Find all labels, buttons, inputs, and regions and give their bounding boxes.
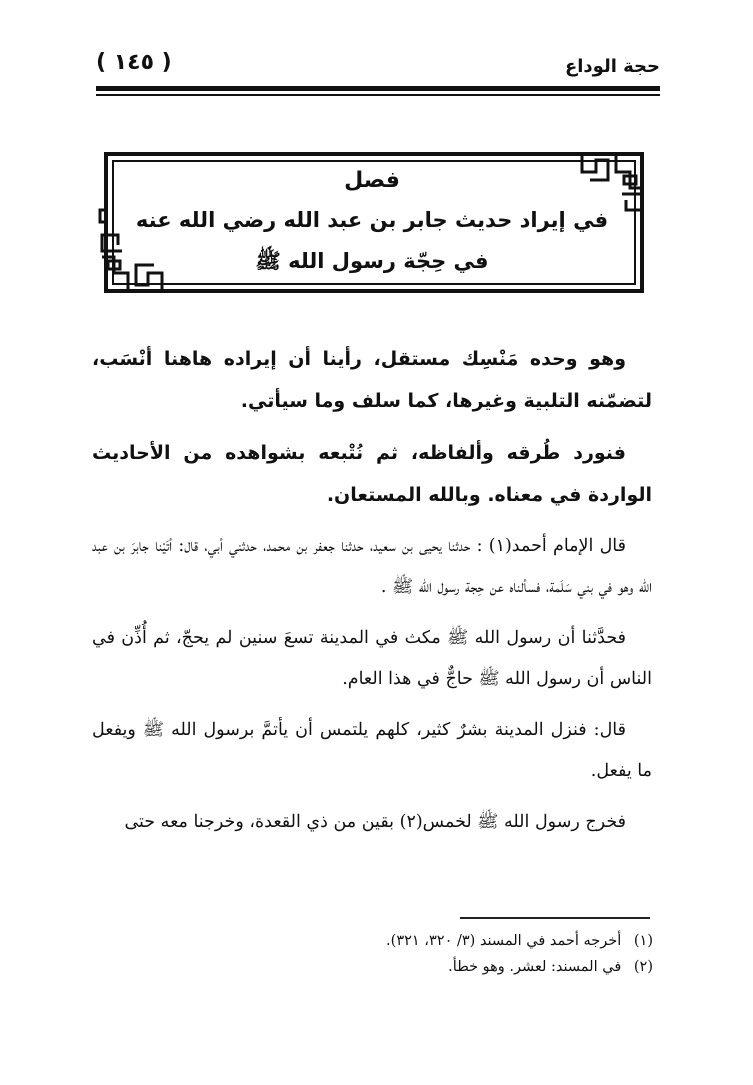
paragraph: قال: فنزل المدينة بشرٌ كثير، كلهم يلتمس أن يأتمَّ برسول الله ﷺ ويفعل ما يفعل. [92,720,652,781]
footnote [233,928,653,954]
header-rule-thin [96,94,660,96]
footnote-separator [460,917,650,919]
paragraph: قال الإمام أحمد(١) : حدثنا يحيى بن سعيد، حدثنا جعفر بن محمد، حدثني أبي، قال: أتَيْنا جابرَ بن عبد الله وهو في بني سَلَمة، فسألناه عن حِجة رسول الله ﷺ . [92,536,652,597]
book-title: حجة الوداع [564,56,660,77]
footnote-number: (١) [633,933,653,949]
paragraph: وهو وحده مَنْسِك مستقل، رأينا أن إيراده هاهنا أنْسَب، لتضمّنه التلبية وغيرها، كما سلف وما سيأتي. [92,348,652,412]
header-rule-thick [96,86,660,91]
chapter-subtitle-line-1: في إيراد حديث جابر بن عبد الله رضي الله عنه [135,208,609,232]
body-text [92,338,652,853]
chapter-subtitle-line-2: في حِجّة رسول الله ﷺ [255,249,489,273]
footnote [233,954,653,980]
paragraph: فنورد طُرقه وألفاظه، ثم نُتْبعه بشواهده من الأحاديث الواردة في معناه. وبالله المستعان. [92,442,652,506]
footnote-text: أخرجه أحمد في المسند (٣/ ٣٢٠، ٣٢١). [386,933,622,949]
page-number: ( ١٤٥ ) [96,50,172,75]
footnote-text: في المسند: لعشر. وهو خطأ. [448,959,622,975]
footnote-number: (٢) [633,959,653,975]
paragraph: فخرج رسول الله ﷺ لخمس(٢) بقين من ذي القعدة، وخرجنا معه حتى [124,812,626,832]
paragraph: فحدَّثنا أن رسول الله ﷺ مكث في المدينة تسعَ سنين لم يحجّ، ثم أُذِّن في الناس أن رسول الله ﷺ حاجٌّ في هذا العام. [92,628,652,689]
chapter-title-block [126,150,618,295]
footnotes [233,928,653,980]
chapter-heading: فصل [344,168,400,193]
running-header [96,44,660,80]
chapter-title-frame [96,150,648,295]
